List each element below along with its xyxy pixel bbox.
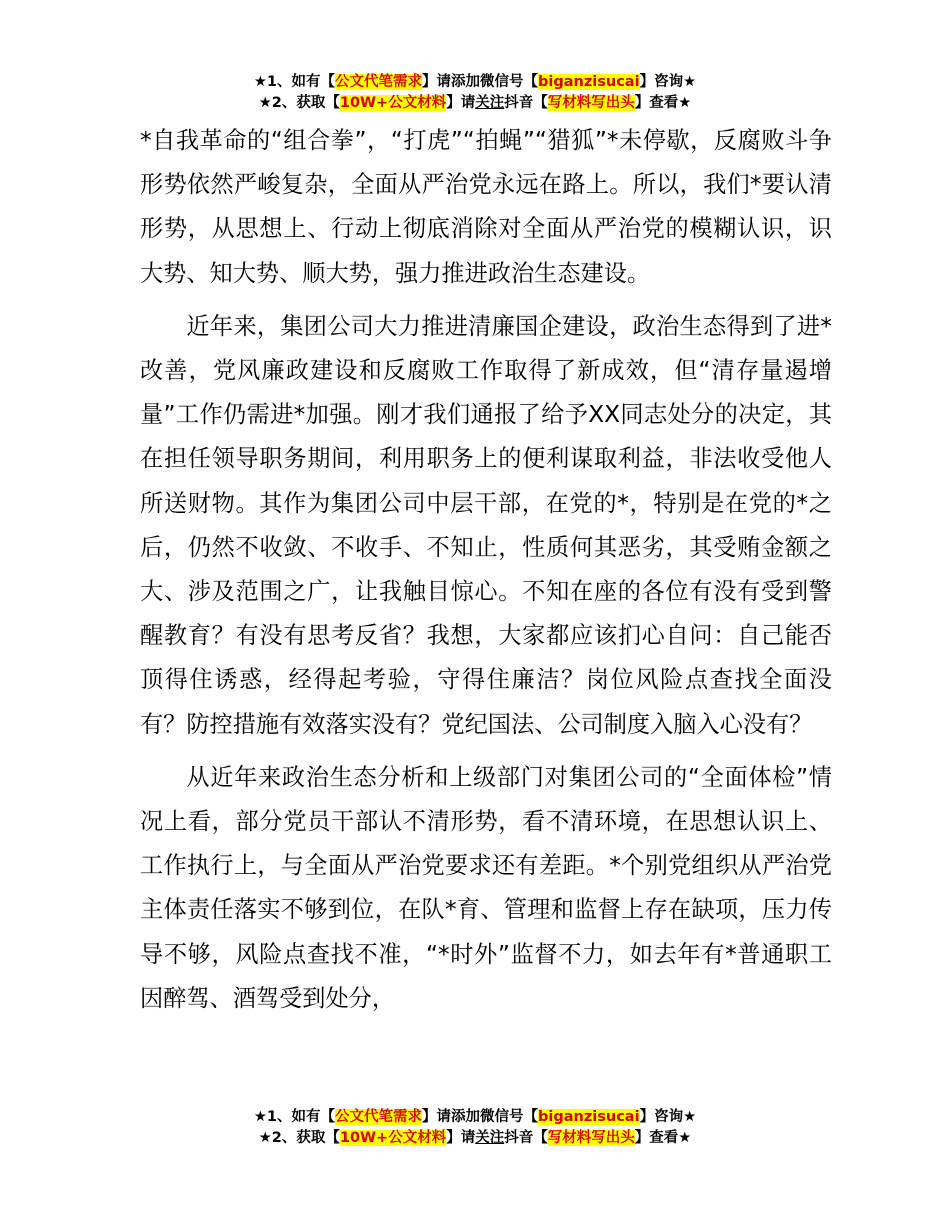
highlight-wechat-id: biganzisucai [538, 1109, 640, 1125]
highlight-materials: 10W+公文材料 [339, 1130, 447, 1146]
highlight-wechat-id: biganzisucai [538, 74, 640, 90]
highlight-ghostwriting: 公文代笔需求 [335, 1109, 423, 1125]
banner-line-2 [0, 93, 950, 114]
banner-line-2 [0, 1128, 950, 1149]
banner-text: 】请添加微信号【 [422, 1109, 539, 1125]
highlight-ghostwriting: 公文代笔需求 [335, 74, 423, 90]
banner-text: 】咨询★ [639, 74, 697, 90]
banner-line-1 [0, 72, 950, 93]
underlined-follow: 关注 [475, 1130, 505, 1146]
paragraph-3: 从近年来政治生态分析和上级部门对集团公司的“全面体检”情况上看，部分党员干部认不清形势，看不清环境，在思想认识上、工作执行上，与全面从严治党要求还有差距。*个别党组织从严治党主体责任落实不够到位，在队*育、管理和监督上存在缺项，压力传导不够，风险点查找不准，“*时外”监督不力，如去年有*普通职工因醉驾、酒驾受到处分， [140, 763, 832, 1012]
highlight-materials: 10W+公文材料 [339, 95, 447, 111]
banner-text: ★2、获取【 [258, 95, 340, 111]
banner-text: 】请添加微信号【 [422, 74, 539, 90]
banner-text: ★2、获取【 [258, 1130, 340, 1146]
banner-text: 】请 [446, 1130, 476, 1146]
banner-line-1 [0, 1107, 950, 1128]
banner-text: 】查看★ [634, 95, 692, 111]
highlight-douyin-account: 写材料写出头 [547, 1130, 635, 1146]
banner-text: 】请 [446, 95, 476, 111]
banner-text: 抖音【 [504, 95, 548, 111]
document-body [140, 119, 832, 1030]
paragraph-2: 近年来，集团公司大力推进清廉国企建设，政治生态得到了进*改善，党风廉政建设和反腐败工作取得了新成效，但“清存量遏增量”工作仍需进*加强。刚才我们通报了给予XX同志处分的决定，其在担任领导职务期间，利用职务上的便利谋取利益，非法收受他人所送财物。其作为集团公司中层干部，在党的*，特别是在党的*之后，仍然不收敛、不收手、不知止，性质何其恶劣，其受贿金额之大、涉及范围之广，让我触目惊心。不知在座的各位有没有受到警醒教育？有没有思考反省？我想，大家都应该扪心自问：自己能否顶得住诱惑，经得起考验，守得住廉洁？岗位风险点查找全面没有？防控措施有效落实没有？党纪国法、公司制度入脑入心没有？ [140, 312, 832, 738]
underlined-follow: 关注 [475, 95, 505, 111]
banner-text: ★1、如有【 [253, 1109, 336, 1125]
banner-text: 】咨询★ [639, 1109, 697, 1125]
banner-text: 抖音【 [504, 1130, 548, 1146]
footer-banner [0, 1107, 950, 1149]
banner-text: ★1、如有【 [253, 74, 336, 90]
paragraph-1: *自我革命的“组合拳”，“打虎”“拍蝇”“猎狐”*未停歇，反腐败斗争形势依然严峻复杂，全面从严治党永远在路上。所以，我们*要认清形势，从思想上、行动上彻底消除对全面从严治党的模糊认识，识大势、知大势、顺大势，强力推进政治生态建设。 [140, 127, 832, 287]
banner-text: 】查看★ [634, 1130, 692, 1146]
highlight-douyin-account: 写材料写出头 [547, 95, 635, 111]
header-banner [0, 72, 950, 114]
